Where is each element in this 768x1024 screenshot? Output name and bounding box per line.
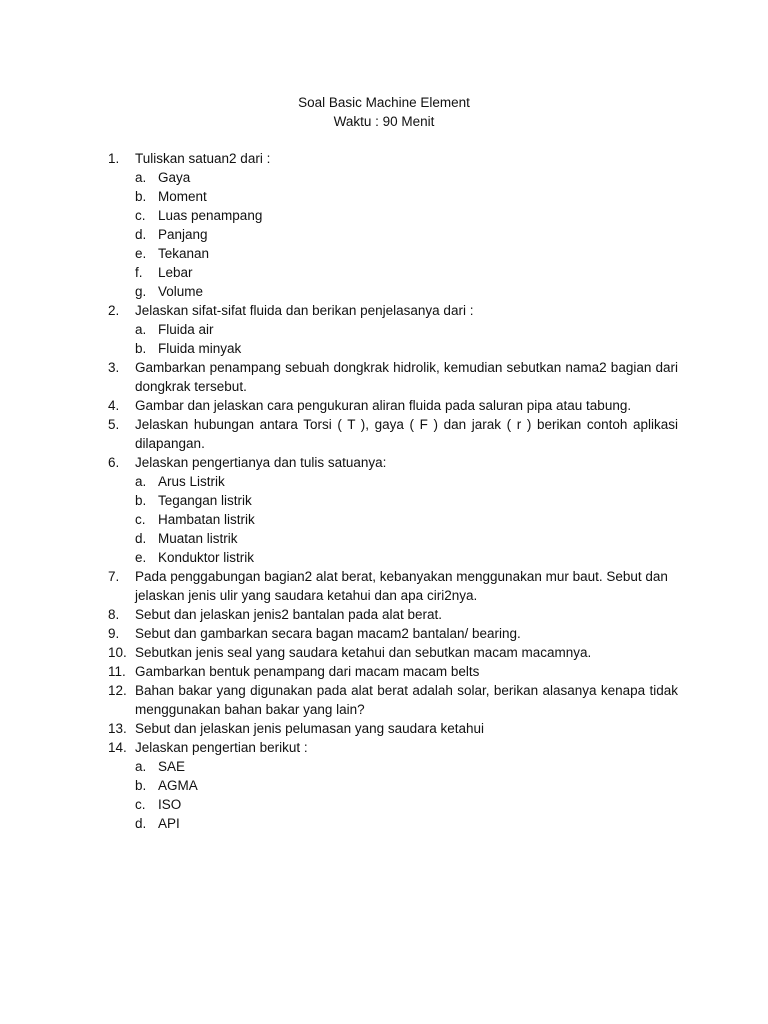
sub-item-text: Hambatan listrik	[158, 512, 255, 527]
sub-item	[108, 320, 678, 339]
sub-item-text: Arus Listrik	[158, 474, 225, 489]
sub-item-text: AGMA	[158, 778, 198, 793]
question-number: 2.	[108, 303, 120, 318]
question-text: Jelaskan pengertianya dan tulis satuanya:	[135, 455, 387, 470]
sub-item-letter: e.	[135, 550, 147, 565]
sub-item-text: Muatan listrik	[158, 531, 238, 546]
sub-item	[108, 206, 678, 225]
question-text: Gambarkan penampang sebuah dongkrak hidrolik, kemudian sebutkan nama2 bagian dari dongkrak tersebut.	[135, 360, 678, 394]
question-number: 9.	[108, 626, 120, 641]
question-list	[108, 149, 678, 833]
sub-item	[108, 263, 678, 282]
sub-item-letter: b.	[135, 189, 147, 204]
sub-item-letter: a.	[135, 170, 147, 185]
sub-item-letter: b.	[135, 341, 147, 356]
question-9	[108, 624, 678, 643]
sub-item	[108, 776, 678, 795]
sub-item-text: Luas penampang	[158, 208, 263, 223]
question-number: 10.	[108, 645, 127, 660]
question-14	[108, 738, 678, 757]
question-text: Jelaskan sifat-sifat fluida dan berikan penjelasanya dari :	[135, 303, 474, 318]
sub-item	[108, 491, 678, 510]
sub-item-text: Panjang	[158, 227, 208, 242]
sub-item	[108, 244, 678, 263]
question-number: 4.	[108, 398, 120, 413]
question-number: 11.	[108, 664, 126, 679]
question-number: 14.	[108, 740, 127, 755]
sub-item-text: API	[158, 816, 180, 831]
sub-item-text: SAE	[158, 759, 186, 774]
question-number: 6.	[108, 455, 120, 470]
sub-item-letter: d.	[135, 816, 147, 831]
question-text: Pada penggabungan bagian2 alat berat, kebanyakan menggunakan mur baut. Sebut dan jelaskan jenis ulir yang saudara ketahui dan apa ciri2nya.	[135, 569, 668, 603]
sub-item-text: Fluida air	[158, 322, 214, 337]
question-5	[108, 415, 678, 453]
question-11	[108, 662, 678, 681]
question-text: Gambarkan bentuk penampang dari macam macam belts	[135, 664, 480, 679]
question-number: 7.	[108, 569, 120, 584]
question-text: Sebut dan jelaskan jenis pelumasan yang saudara ketahui	[135, 721, 484, 736]
question-text: Jelaskan pengertian berikut :	[135, 740, 308, 755]
sub-item	[108, 339, 678, 358]
question-text: Sebutkan jenis seal yang saudara ketahui dan sebutkan macam macamnya.	[135, 645, 592, 660]
question-7	[108, 567, 678, 605]
sub-item-letter: a.	[135, 474, 147, 489]
sub-item	[108, 187, 678, 206]
sub-item	[108, 548, 678, 567]
question-text: Gambar dan jelaskan cara pengukuran aliran fluida pada saluran pipa atau tabung.	[135, 398, 632, 413]
sub-item-letter: d.	[135, 227, 147, 242]
question-12	[108, 681, 678, 719]
sub-item-letter: a.	[135, 759, 147, 774]
sub-item-text: Volume	[158, 284, 204, 299]
question-number: 13.	[108, 721, 127, 736]
sub-item-text: Gaya	[158, 170, 191, 185]
document-title: Soal Basic Machine Element	[298, 95, 470, 110]
sub-item	[108, 168, 678, 187]
sub-item	[108, 472, 678, 491]
sub-item-letter: b.	[135, 778, 147, 793]
sub-item-text: Lebar	[158, 265, 193, 280]
question-number: 5.	[108, 417, 120, 432]
question-text: Jelaskan hubungan antara Torsi ( T ), gaya ( F ) dan jarak ( r ) berikan contoh aplikasi dilapangan.	[135, 417, 678, 451]
sub-item-text: Tekanan	[158, 246, 210, 261]
sub-item-letter: b.	[135, 493, 147, 508]
sub-item-letter: a.	[135, 322, 147, 337]
question-2	[108, 301, 678, 320]
question-13	[108, 719, 678, 738]
sub-item	[108, 757, 678, 776]
question-3	[108, 358, 678, 396]
sub-item-letter: e.	[135, 246, 147, 261]
sub-item-letter: c.	[135, 512, 146, 527]
sub-item	[108, 814, 678, 833]
question-text: Bahan bakar yang digunakan pada alat berat adalah solar, berikan alasanya kenapa tidak menggunakan bahan bakar yang lain?	[135, 683, 678, 717]
sub-item-text: Tegangan listrik	[158, 493, 252, 508]
question-4	[108, 396, 678, 415]
question-1	[108, 149, 678, 168]
question-text: Sebut dan jelaskan jenis2 bantalan pada alat berat.	[135, 607, 442, 622]
question-6	[108, 453, 678, 472]
sub-item-letter: c.	[135, 797, 146, 812]
sub-item-text: Konduktor listrik	[158, 550, 255, 565]
sub-item	[108, 529, 678, 548]
sub-item-letter: f.	[135, 265, 143, 280]
sub-item	[108, 282, 678, 301]
question-10	[108, 643, 678, 662]
question-text: Tuliskan satuan2 dari :	[135, 151, 271, 166]
question-8	[108, 605, 678, 624]
sub-item-text: Moment	[158, 189, 207, 204]
sub-item	[108, 795, 678, 814]
question-number: 3.	[108, 360, 120, 375]
question-number: 1.	[108, 151, 120, 166]
sub-item-letter: c.	[135, 208, 146, 223]
question-number: 8.	[108, 607, 120, 622]
exam-duration: Waktu : 90 Menit	[333, 114, 435, 129]
sub-item-letter: g.	[135, 284, 147, 299]
sub-item	[108, 225, 678, 244]
sub-item-letter: d.	[135, 531, 147, 546]
document-header	[0, 93, 768, 131]
question-number: 12.	[108, 683, 127, 698]
sub-item-text: Fluida minyak	[158, 341, 242, 356]
sub-item	[108, 510, 678, 529]
sub-item-text: ISO	[158, 797, 182, 812]
question-text: Sebut dan gambarkan secara bagan macam2 bantalan/ bearing.	[135, 626, 521, 641]
